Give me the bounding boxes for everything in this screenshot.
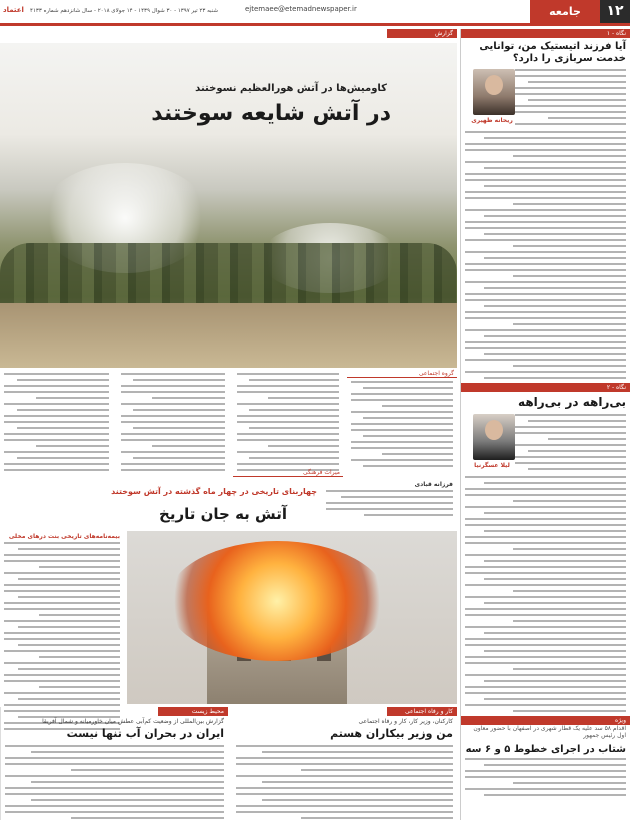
article-autism-body — [461, 67, 630, 131]
water-kicker: گزارش بین‌المللی از وضعیت کم‌آبی عطش میان خاورمیانه و شمال آفریقا — [42, 718, 224, 725]
article-autism-title[interactable]: آیا فرزند اتیستیک من، توانایی خدمت سربازی را دارد؟ — [479, 41, 626, 64]
section-email[interactable]: ejtemaee@etemadnewspaper.ir — [245, 5, 357, 13]
author-byline-zahiri: ریحانه ظهیری — [471, 117, 513, 124]
article-birahe-body — [461, 412, 630, 476]
fire-kicker: چهاربنای تاریخی در چهار ماه گذشته در آتش سوختند — [111, 487, 317, 496]
hero-article-columns — [0, 370, 457, 477]
page-number: ۱۲ — [600, 0, 630, 23]
label-labor: کار و رفاه اجتماعی — [387, 707, 457, 716]
fire-side-column — [0, 531, 124, 704]
hero-text-col-1 — [347, 370, 457, 477]
hero-headline[interactable]: در آتش شایعه سوختند — [151, 101, 391, 126]
label-environment: محیط زیست — [158, 707, 228, 716]
unemployed-headline[interactable]: من وزیر بیکاران هستم — [330, 727, 453, 740]
hero-photo-hoorolazim-fire — [0, 43, 457, 368]
hero-text-col-3 — [117, 370, 229, 477]
fire-side-heading: بیمه‌نامه‌های تاریخی بنت درهای مخلی — [8, 533, 120, 540]
label-vijeh: ویژه — [461, 716, 630, 725]
section-name: جامعه — [530, 0, 600, 23]
unemployed-kicker: کارکنان، وزیر کار، کار و رفاه اجتماعی — [358, 718, 453, 725]
author-photo-asgarnia — [473, 414, 515, 460]
author-photo-zahiri — [473, 69, 515, 115]
issue-dateline: شنبه ۲۳ تیر ۱۳۹۷ - ۳۰ شوال ۱۴۳۹ - ۱۴ جولای ۲۰۱۸ - سال شانزدهم شماره ۴۱۳۳ — [30, 8, 218, 14]
article-metro-title[interactable]: شتاب در اجرای خطوط ۵ و ۶ سه — [465, 744, 626, 755]
fire-article — [0, 479, 457, 704]
label-negah-1: نگاه - ۱ — [461, 29, 630, 38]
newspaper-logo: اعتماد — [3, 6, 24, 14]
article-birahe-text — [461, 476, 630, 712]
author-byline-asgarnia: لیلا عسگرنیا — [474, 462, 510, 469]
main-column — [0, 29, 457, 820]
bottom-article-unemployed — [232, 707, 457, 820]
label-heritage: میراث فرهنگی — [233, 469, 343, 477]
page-header — [0, 0, 630, 26]
hero-kicker: کاومیش‌ها در آتش هورالعظیم نسوختند — [195, 83, 387, 94]
bottom-articles — [0, 707, 457, 820]
right-column — [460, 29, 630, 820]
bottom-article-water — [0, 707, 228, 820]
fire-byline-col — [322, 479, 457, 520]
article-metro-text — [461, 758, 630, 796]
hero-text-col-2 — [233, 370, 343, 477]
hero-text-col-4 — [0, 370, 113, 477]
label-report: گزارش — [387, 29, 457, 38]
water-headline[interactable]: ایران در بحران آب تنها نیست — [66, 727, 224, 740]
article-metro-kicker: اقدام ۵۸ سد علیه یک قطار شهری در اصفهان با حضور معاون اول رئیس جمهور — [473, 725, 626, 739]
fire-headline[interactable]: آتش به جان تاریخ — [159, 505, 287, 523]
label-negah-2: نگاه - ۲ — [461, 383, 630, 392]
label-group-social: گروه اجتماعی — [347, 370, 457, 378]
photo-historic-building-fire — [127, 531, 457, 704]
fire-byline: فرزانه قبادی — [414, 481, 453, 488]
article-autism-text — [461, 131, 630, 379]
article-birahe-title[interactable]: بی‌راهه در بی‌راهه — [518, 395, 626, 409]
